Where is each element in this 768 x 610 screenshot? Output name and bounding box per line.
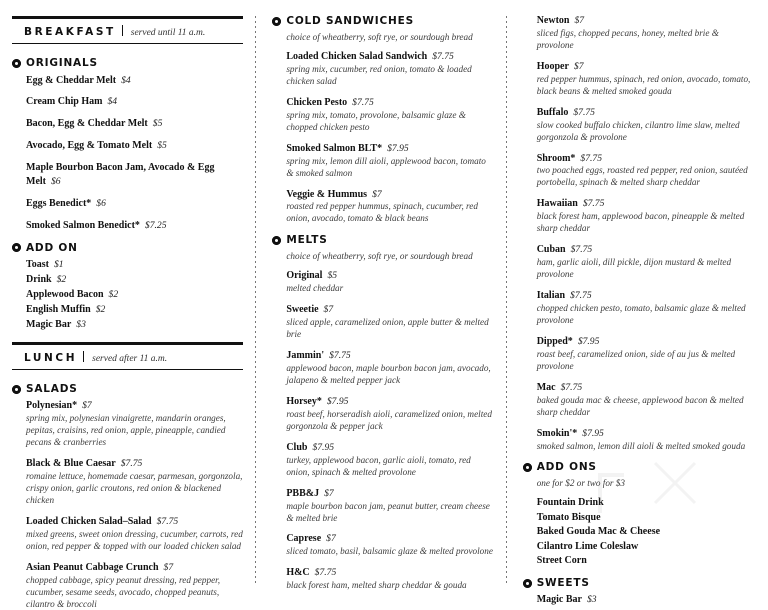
menu-item-list [26,399,243,610]
menu-item[interactable] [537,152,756,190]
menu-item-line [26,117,243,131]
menu-item-name: Eggs Benedict* [26,197,92,209]
menu-item-line [286,349,493,363]
menu-item-name: Horsey* [286,395,322,407]
menu-item-description: two poached eggs, roasted red pepper, red onion, sautéed portobella, spinach & melted sharp cheddar [536,165,748,188]
menu-item-name: English Muffin [26,303,91,315]
menu-item[interactable] [26,273,243,287]
menu-item-price: $7 [326,533,336,545]
menu-section [12,384,243,610]
menu-item-line [537,197,756,211]
menu-item-description: spring mix, lemon dill aioli, applewood bacon, tomato & smoked salmon [286,155,486,178]
menu-item[interactable] [537,427,756,453]
menu-item-price: $7.75 [329,350,351,362]
menu-item-name: Street Corn [536,555,587,567]
menu-item-list [26,74,243,233]
menu-banner-title: LUNCH [24,351,78,364]
menu-item-line [26,197,243,211]
menu-item[interactable] [537,243,756,281]
menu-item-description: ham, garlic aioli, dill pickle, dijon mustard & melted provolone [536,257,732,280]
menu-item-name: Smoked Salmon BLT* [286,142,383,154]
menu-item-line [537,381,756,395]
menu-item-description: roasted red pepper hummus, spinach, cucumber, red onion, avocado, tomato & black beans [286,201,478,224]
menu-item-line [286,487,493,501]
menu-item-price: $7.25 [144,219,167,231]
menu-item-line [26,399,243,413]
menu-item-name: Caprese [286,533,322,545]
menu-section-header [523,578,756,589]
menu-item-name: H&C [286,567,310,579]
menu-item[interactable] [26,161,243,188]
menu-item-price: $7.75 [570,244,593,256]
menu-item-price: $1 [53,259,64,271]
menu-item-line [286,142,493,156]
section-bullet-icon [12,59,21,68]
menu-banner-separator [83,351,84,362]
menu-item-description: slow cooked buffalo chicken, cilantro lime slaw, melted gorgonzola & provolone [536,119,740,142]
menu-item-description: spring mix, cucumber, red onion, tomato & loaded chicken salad [286,63,472,86]
menu-item[interactable] [26,561,243,610]
section-bullet-icon [272,17,281,26]
menu-item-description: chopped chicken pesto, tomato, balsamic glaze & melted provolone [536,303,746,325]
menu-item-price: $7.75 [120,458,143,470]
menu-item-price: $7.95 [577,335,600,347]
menu-item-price: $3 [586,594,597,606]
menu-item-name: Jammin' [286,350,325,362]
section-bullet-icon [272,236,281,245]
menu-item[interactable] [537,197,756,235]
menu-item[interactable] [286,395,493,433]
menu-item-name: Maple Bourbon Bacon Jam, Avocado & Egg Melt [26,162,215,187]
menu-item-description: romaine lettuce, homemade caesar, parmesan, gorgonzola, crispy onion, garlic croutons, red onion & blackened chicken [26,470,243,505]
menu-item-line [537,554,756,568]
menu-section-title: ADD ON [26,241,78,254]
menu-column-left [12,14,255,609]
menu-item-name: Hooper [536,60,569,72]
menu-item-name: Drink [26,274,52,285]
menu-item-price: $4 [121,74,131,86]
menu-item-line [537,14,756,28]
menu-section-header [12,58,243,69]
menu-section [272,16,493,225]
menu-item[interactable] [26,258,243,272]
menu-item-line [286,50,493,64]
menu-item[interactable] [537,511,756,525]
menu-banner [12,16,243,44]
menu-column-middle [256,14,505,591]
menu-item-name: Fountain Drink [536,497,604,509]
menu-banner [12,342,243,370]
menu-item-name: Egg & Cheddar Melt [26,74,117,86]
menu-item[interactable] [286,269,493,295]
menu-item[interactable] [537,381,756,419]
menu-item-line [537,593,756,607]
menu-item[interactable] [537,593,756,607]
menu-item[interactable] [286,50,493,88]
menu-item[interactable] [26,219,243,233]
menu-item-name: Dipped* [536,335,573,347]
menu-item[interactable] [286,96,493,134]
menu-item-price: $2 [95,303,106,315]
menu-item-name: Sweetie [286,304,319,316]
menu-item-price: $7.95 [387,142,409,154]
menu-item-line [26,457,243,471]
menu-item-price: $7.75 [432,51,454,62]
menu-item-line [26,161,243,188]
menu-item-name: Buffalo [536,106,569,118]
menu-item-price: $7.75 [352,96,374,108]
menu-item-name: Cilantro Lime Coleslaw [536,540,639,552]
menu-item-price: $7.95 [582,427,604,439]
menu-item-line [26,515,243,529]
menu-item-name: Toast [26,259,49,271]
menu-item[interactable] [537,14,756,52]
menu-item-name: Cuban [536,244,566,256]
menu-item-name: Smoked Salmon Benedict* [26,219,140,231]
menu-item-name: Bacon, Egg & Cheddar Melt [26,118,148,130]
menu-item-name: Mac [536,381,556,393]
menu-item-description: sliced tomato, basil, balsamic glaze & melted provolone [286,546,493,557]
menu-item-name: Applewood Bacon [26,288,104,300]
menu-section-subtitle: one for $2 or two for $3 [536,477,625,488]
menu-item-price: $5 [327,270,338,282]
menu-section-title: SALADS [26,382,78,395]
menu-section-header [12,384,243,395]
menu-item-price: $3 [76,318,86,330]
menu-item[interactable] [26,318,243,332]
menu-item-description: roast beef, caramelized onion, side of au jus & melted provolone [536,348,736,371]
menu-item-line [26,139,243,153]
menu-item[interactable] [537,525,756,539]
menu-item-line [26,288,243,302]
menu-item[interactable] [26,95,243,109]
menu-item-description: smoked salmon, lemon dill aioli & melted smoked gouda [536,440,746,451]
menu-item[interactable] [26,515,243,553]
menu-section-title: MELTS [286,234,328,247]
menu-item[interactable] [26,399,243,449]
menu-section [272,235,493,592]
menu-item-list [286,269,493,592]
menu-item-line [286,303,493,317]
menu-item-price: $7 [82,400,92,412]
menu-section-title: ADD ONS [536,461,597,474]
menu-item-price: $7.75 [580,152,602,164]
menu-item-description: applewood bacon, maple bourbon bacon jam, avocado, jalapeno & melted pepper jack [286,363,491,385]
menu-item-name: Cream Chip Ham [26,96,103,108]
menu-item-name: Club [286,441,308,453]
menu-section-subtitle: choice of wheatberry, soft rye, or sourdough bread [286,250,473,261]
menu-item-price: $7 [324,487,334,499]
menu-item-line [26,561,243,575]
menu-column-right [507,14,756,606]
menu-banner-separator [122,25,123,36]
menu-item-line [537,152,756,166]
menu-item-price: $7.75 [560,381,583,393]
menu-section-header [272,16,493,27]
menu-item-description: sliced figs, chopped pecans, honey, melted brie & provolone [536,27,719,50]
menu-section-title: COLD SANDWICHES [286,15,414,27]
menu-item-line [26,303,243,317]
section-bullet-icon [523,579,532,588]
menu-section-subtitle: choice of wheatberry, soft rye, or sourdough bread [286,31,473,42]
menu-item-name: Polynesian* [26,400,78,412]
menu-item[interactable] [537,60,756,98]
menu-item-name: Shroom* [536,152,576,164]
menu-item-description: roast beef, horseradish aioli, caramelized onion, melted gorgonzola & pepper jack [286,408,492,431]
menu-item[interactable] [537,554,756,568]
menu-item-price: $7.75 [156,515,179,527]
menu-item-line [537,525,756,539]
menu-item-name: Veggie & Hummus [286,188,368,200]
menu-item-name: Black & Blue Caesar [26,458,116,470]
menu-item-description: black forest ham, melted sharp cheddar & gouda [286,580,467,591]
section-bullet-icon [12,385,21,394]
menu-item-description: melted cheddar [286,283,344,294]
menu-section-header [12,243,243,254]
menu-item-line [286,566,493,580]
menu-item-description: baked gouda mac & cheese, applewood bacon & melted sharp cheddar [536,394,744,417]
menu-item-name: Newton [536,15,570,26]
menu-item-price: $5 [152,118,163,130]
menu-item[interactable] [26,288,243,302]
menu-item-price: $7 [574,15,585,26]
menu-item-price: $7.75 [582,198,605,210]
menu-item-line [537,540,756,554]
menu-section [12,58,243,233]
menu-item-line [286,188,493,202]
menu-banner-title: BREAKFAST [24,26,116,38]
menu-item-line [286,441,493,455]
menu-item-price: $7.75 [573,106,595,118]
menu-item-list [537,14,756,452]
menu-item-price: $7.75 [570,290,592,302]
menu-item-list [286,50,493,225]
menu-item[interactable] [286,566,493,592]
menu-item-price: $7 [372,188,382,200]
menu-item[interactable] [286,188,493,226]
menu-item[interactable] [286,441,493,479]
menu-item-description: turkey, applewood bacon, garlic aioli, tomato, red onion, spinach & melted provolone [286,454,471,477]
menu-item-name: Chicken Pesto [286,96,348,108]
menu-item-price: $5 [157,140,167,152]
menu-item-line [26,258,243,272]
menu-item-line [286,532,493,546]
menu-item-line [537,335,756,349]
menu-item-list [26,258,243,332]
menu-item[interactable] [537,335,756,373]
menu-item-description: black forest ham, applewood bacon, pineapple & melted sharp cheddar [536,211,745,234]
menu-item-price: $7 [573,60,584,72]
menu-item-name: Italian [536,290,566,302]
menu-item-price: $4 [107,96,118,108]
menu-item[interactable] [537,540,756,554]
menu-item-name: Original [286,270,323,282]
menu-item-price: $6 [51,175,61,187]
menu-section [523,462,756,568]
menu-item-name: Smokin'* [536,427,578,439]
menu-item[interactable] [286,349,493,387]
menu-item-name: Asian Peanut Cabbage Crunch [26,561,159,573]
menu-item[interactable] [537,496,756,510]
menu-banner-subtitle: served after 11 a.m. [92,353,168,364]
section-bullet-icon [523,463,532,472]
menu-item-description: chopped cabbage, spicy peanut dressing, red pepper, cucumber, sesame seeds, avocado, chopped peanuts, cilantro & broccoli [26,574,220,609]
menu-item-description: spring mix, polynesian vinaigrette, mandarin oranges, pepitas, craisins, red onion, apple, pineapple, candied pecans & cranberries [26,413,226,448]
menu-section-title: ORIGINALS [26,57,98,69]
menu-section-header [523,462,756,473]
menu-item-name: Magic Bar [26,318,72,330]
menu-item-line [537,60,756,74]
menu-item-price: $6 [96,197,106,209]
menu-item-description: maple bourbon bacon jam, peanut butter, cream cheese & melted brie [286,500,490,523]
menu-item-description: mixed greens, sweet onion dressing, cucumber, carrots, red onion, red pepper & topped with our loaded chicken salad [26,528,243,551]
menu-item-line [537,106,756,120]
menu-item-name: Tomato Bisque [536,511,601,523]
section-bullet-icon [12,243,21,252]
menu-item[interactable] [26,74,243,88]
menu-item-line [537,427,756,441]
menu-item-name: Avocado, Egg & Tomato Melt [26,140,153,152]
menu-item-description: sliced apple, caramelized onion, apple butter & melted brie [286,317,489,340]
menu-item-price: $2 [56,274,67,285]
menu-item[interactable] [537,289,756,327]
menu-item[interactable] [26,117,243,131]
menu-item-line [26,273,243,287]
menu-item-line [286,395,493,409]
menu-item-price: $7.95 [326,395,349,407]
menu-item[interactable] [286,303,493,341]
menu-item[interactable] [537,106,756,144]
menu-item-description: red pepper hummus, spinach, red onion, avocado, tomato, black beans & melted smoked gouda [536,73,751,96]
menu-item[interactable] [286,142,493,180]
menu-section-header [272,235,493,246]
menu-item-name: Baked Gouda Mac & Cheese [536,526,661,538]
menu-item-line [26,95,243,109]
menu-item-name: Hawaiian [536,198,578,210]
menu-item-price: $7 [323,304,334,316]
menu-item-line [537,511,756,525]
menu-item-line [26,318,243,332]
menu-item-line [286,269,493,283]
menu-item-line [26,74,243,88]
menu-section [523,578,756,607]
menu-item-price: $7.75 [314,567,337,579]
menu-item-price: $7 [163,561,174,573]
menu-item-name: PBB&J [286,487,320,499]
menu-item-price: $7.95 [312,441,335,453]
menu-item-line [537,243,756,257]
menu-banner-subtitle: served until 11 a.m. [130,28,206,38]
menu-item-name: Loaded Chicken Salad Sandwich [286,51,428,62]
menu-item-line [26,219,243,233]
menu-item-line [537,289,756,303]
menu-item-description: spring mix, tomato, provolone, balsamic glaze & chopped chicken pesto [286,109,466,132]
menu-item[interactable] [286,487,493,525]
menu-item[interactable] [26,197,243,211]
menu-item-price: $2 [108,288,119,300]
menu-item[interactable] [286,532,493,558]
menu-item-line [286,96,493,110]
menu-item[interactable] [26,303,243,317]
menu-section-title: SWEETS [536,576,590,589]
menu-item[interactable] [26,457,243,507]
menu-section [12,243,243,332]
menu-item-list [537,496,756,568]
menu-item[interactable] [26,139,243,153]
menu-item-list [537,593,756,607]
menu-item-line [537,496,756,510]
menu-item-name: Loaded Chicken Salad–Salad [26,515,152,527]
menu-item-name: Magic Bar [536,594,582,606]
